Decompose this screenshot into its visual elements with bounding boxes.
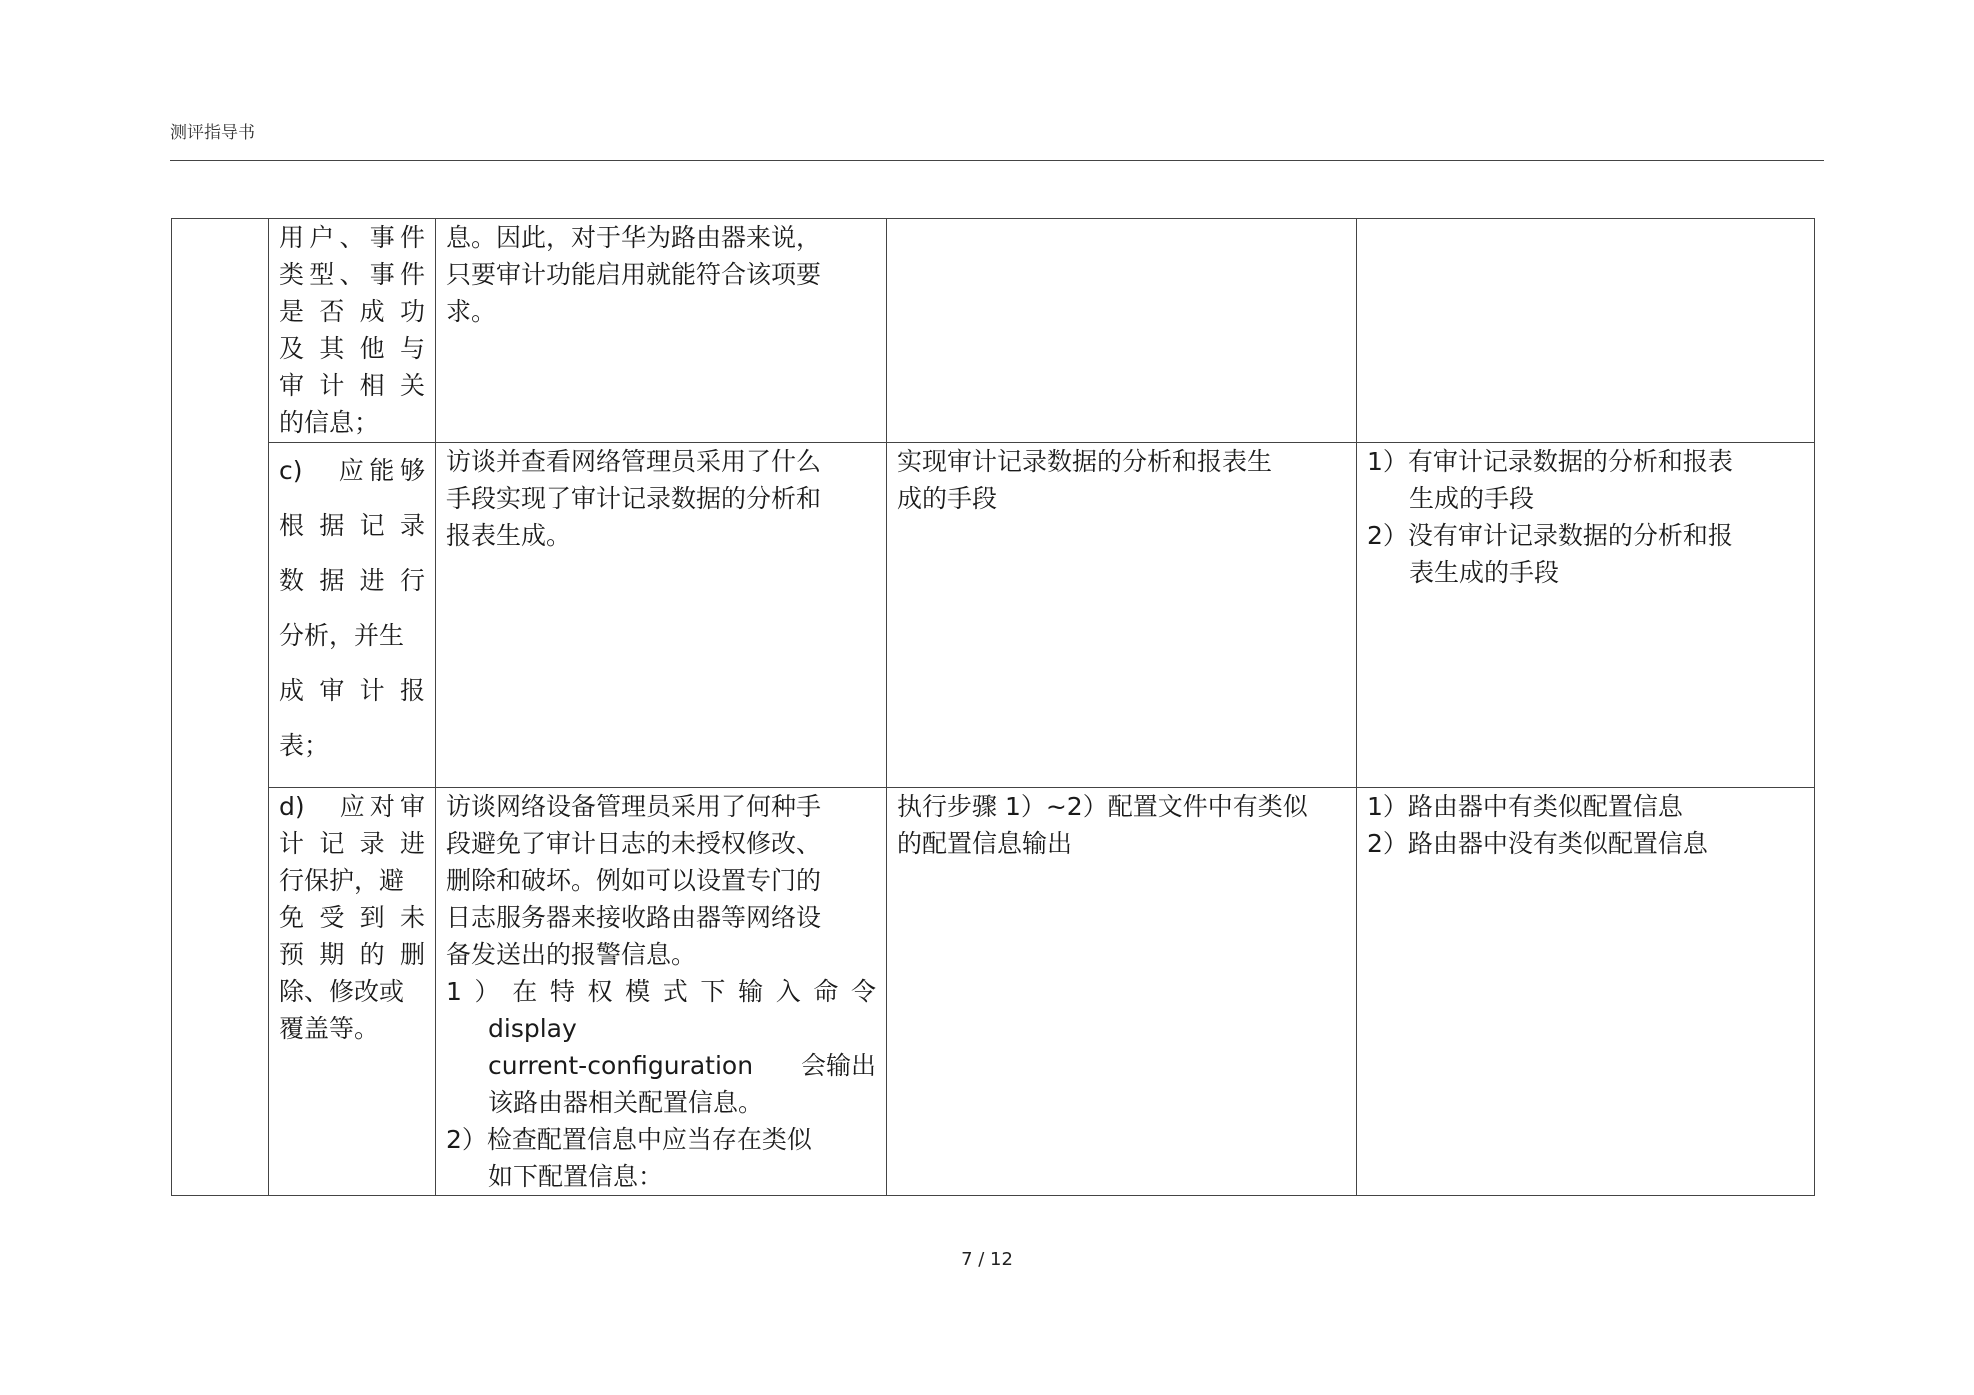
page-number: 7 / 12 bbox=[961, 1249, 1013, 1270]
table-row bbox=[172, 443, 1815, 788]
command-line: current-configuration 会输出 bbox=[488, 1051, 876, 1080]
requirement-cell: d) 应对审 计记录进 行保护，避 免受到未 预期的删 除、修改或 覆盖等。 bbox=[269, 788, 436, 1196]
requirement-cell: c) 应能够 根据记录 数据进行 分析，并生 成审计报 表； bbox=[269, 443, 436, 788]
list-item: 1）有审计记录数据的分析和报表 bbox=[1367, 447, 1733, 476]
steps-cell: 执行步骤 1）~2）配置文件中有类似 的配置信息输出 bbox=[887, 788, 1357, 1196]
requirement-cell: 用户、事件 类型、事件 是否成功 及其他与 审计相关 的信息； bbox=[269, 219, 436, 443]
evaluation-table bbox=[171, 218, 1815, 1196]
table-row bbox=[172, 788, 1815, 1196]
method-cell: 访谈网络设备管理员采用了何种手 段避免了审计日志的未授权修改、 删除和破坏。例如可以设置专门的 日志服务器来接收路由器等网络设 备发送出的报警信息。 1）在特权模式下输入命令 display current-configuration 会输出 该路由器相关配置信息。 2）检查配置信息中应当存在类似 如下配置信息： bbox=[436, 788, 887, 1196]
method-cell: 息。因此，对于华为路由器来说， 只要审计功能启用就能符合该项要 求。 bbox=[436, 219, 887, 443]
document-header: 测评指导书 bbox=[170, 123, 255, 143]
steps-cell: 实现审计记录数据的分析和报表生 成的手段 bbox=[887, 443, 1357, 788]
result-cell bbox=[1357, 219, 1815, 443]
list-item: 2）没有审计记录数据的分析和报 bbox=[1367, 521, 1733, 550]
method-cell: 访谈并查看网络管理员采用了什么 手段实现了审计记录数据的分析和 报表生成。 bbox=[436, 443, 887, 788]
table-row bbox=[172, 219, 1815, 443]
steps-cell bbox=[887, 219, 1357, 443]
category-cell bbox=[172, 219, 269, 1196]
result-cell: 1）有审计记录数据的分析和报表 生成的手段 2）没有审计记录数据的分析和报 表生成的手段 bbox=[1357, 443, 1815, 788]
list-item: 2）检查配置信息中应当存在类似 bbox=[446, 1125, 812, 1154]
list-item: 1）路由器中有类似配置信息 bbox=[1367, 792, 1683, 821]
result-cell bbox=[1357, 788, 1815, 1196]
header-divider bbox=[170, 160, 1824, 161]
list-item: 2）路由器中没有类似配置信息 bbox=[1367, 829, 1708, 858]
list-item: 1）在特权模式下输入命令 bbox=[446, 977, 876, 1006]
